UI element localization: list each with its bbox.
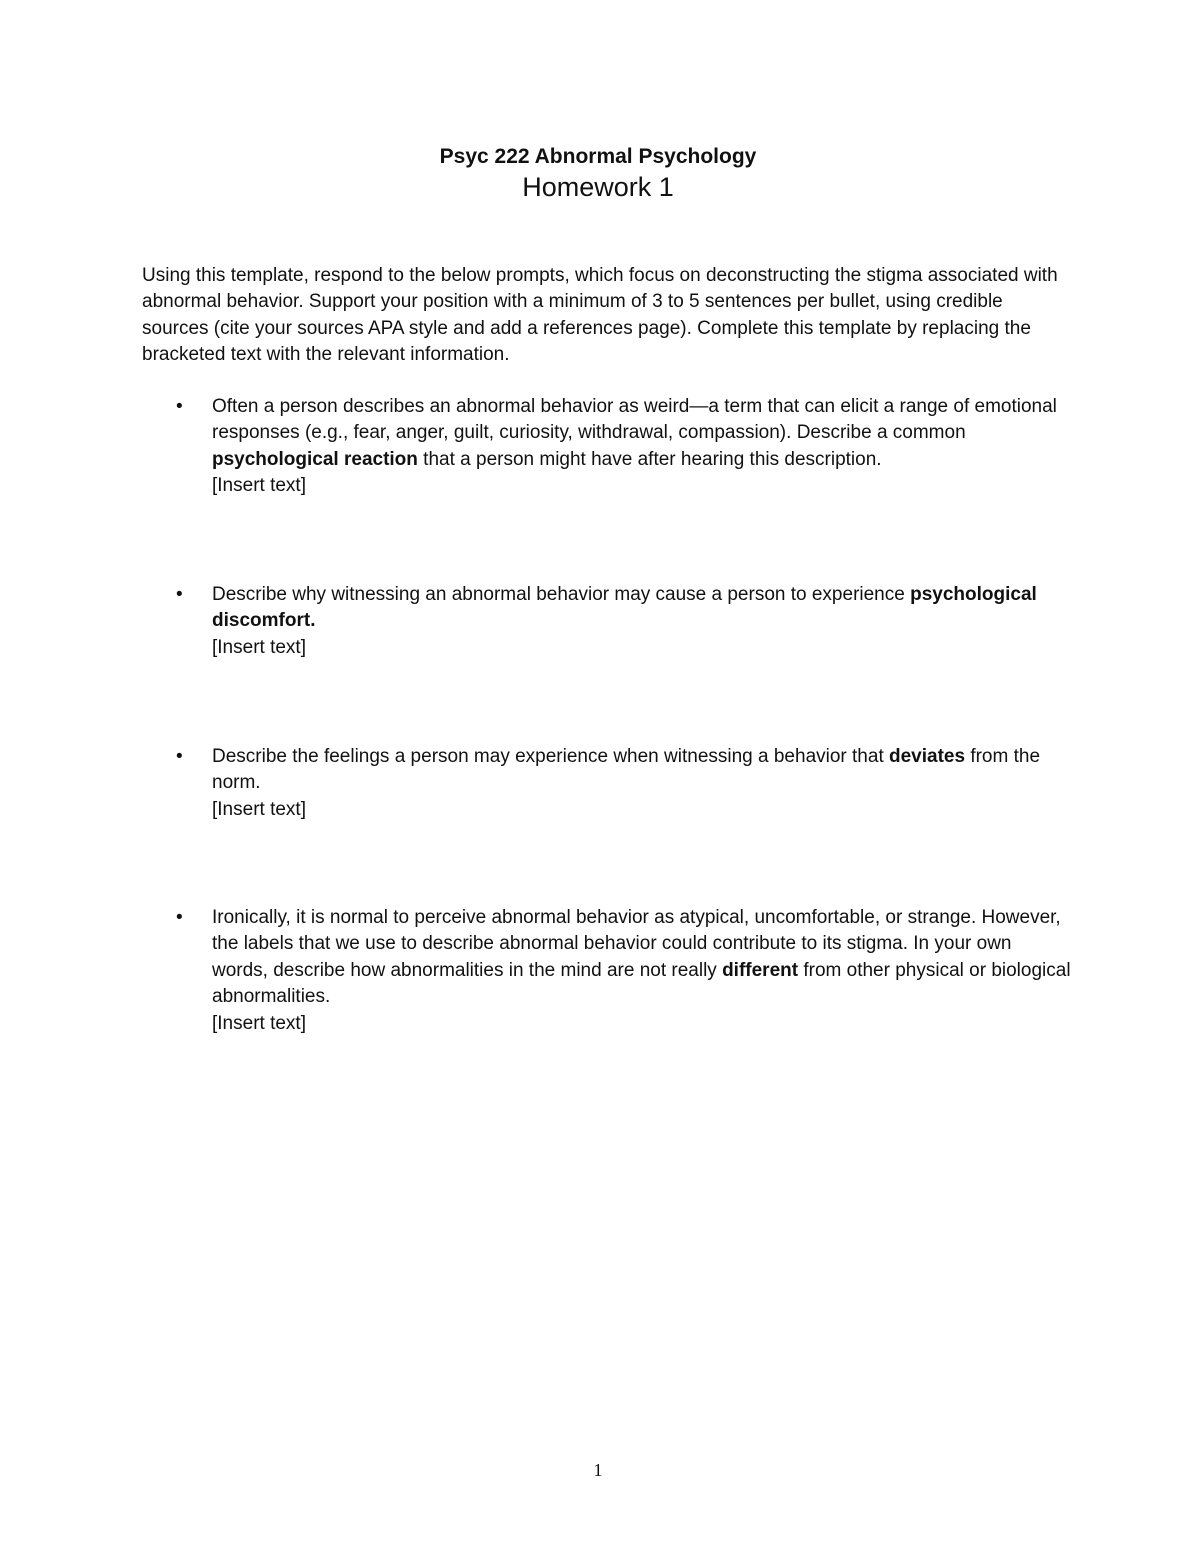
prompt-text-part: . [310,610,316,632]
insert-text-placeholder: [Insert text] [212,798,306,820]
prompt-text [212,394,1072,500]
prompt-emphasis: psychological reaction [212,448,418,470]
prompt-text [212,905,1072,1037]
prompt-text-part: Ironically, it is normal to perceive abnormal behavior as atypical, uncomfortable, or strange. However, the labels that we use to describe abnormal behavior could contribute to its stigma. In your own words, describe how abnormalities in the mind are not really [212,907,1061,981]
prompt-bullet-3 [142,744,1072,823]
insert-text-placeholder: [Insert text] [212,636,306,658]
prompt-text-part: from the norm. [212,746,1041,794]
bullet-icon: • [176,396,183,417]
prompt-text-part: Describe why witnessing an abnormal behavior may cause a person to experience [212,584,911,605]
prompt-emphasis: different [722,959,799,981]
prompt-bullet-4 [142,905,1072,1037]
prompt-text [212,744,1072,823]
prompt-text-part: Often a person describes an abnormal behavior as weird—a term that can elicit a range of emotional responses (e.g., fear, anger, guilt, curiosity, withdrawal, compassion). Describe a common [212,396,1057,444]
bullet-icon: • [176,584,183,605]
bullet-icon: • [176,907,183,928]
prompt-text [212,582,1072,661]
prompt-text-part: that a person might have after hearing this description. [417,448,882,470]
homework-title: Homework 1 [522,172,674,202]
insert-text-placeholder: [Insert text] [212,475,306,497]
bullet-icon: • [176,746,183,767]
intro-paragraph: Using this template, respond to the below prompts, which focus on deconstructing the stigma associated with abnormal behavior. Support your position with a minimum of 3 to 5 sentences per bullet, using credible sources (cite your sources APA style and add a references page). Complete this template by replacing the bracketed text with the relevant information. [142,265,1058,366]
insert-text-placeholder: [Insert text] [212,1012,306,1034]
prompt-text-part: from other physical or biological abnormalities. [212,959,1071,1008]
prompt-text-part: Describe the feelings a person may experience when witnessing a behavior that [212,746,889,767]
prompt-bullet-2 [142,582,1072,661]
course-title: Psyc 222 Abnormal Psychology [439,145,757,168]
prompt-emphasis: deviates [889,746,966,767]
prompt-emphasis: psychological discomfort [212,584,1037,632]
prompt-bullet-1 [142,394,1072,500]
page-number: 1 [593,1460,603,1480]
